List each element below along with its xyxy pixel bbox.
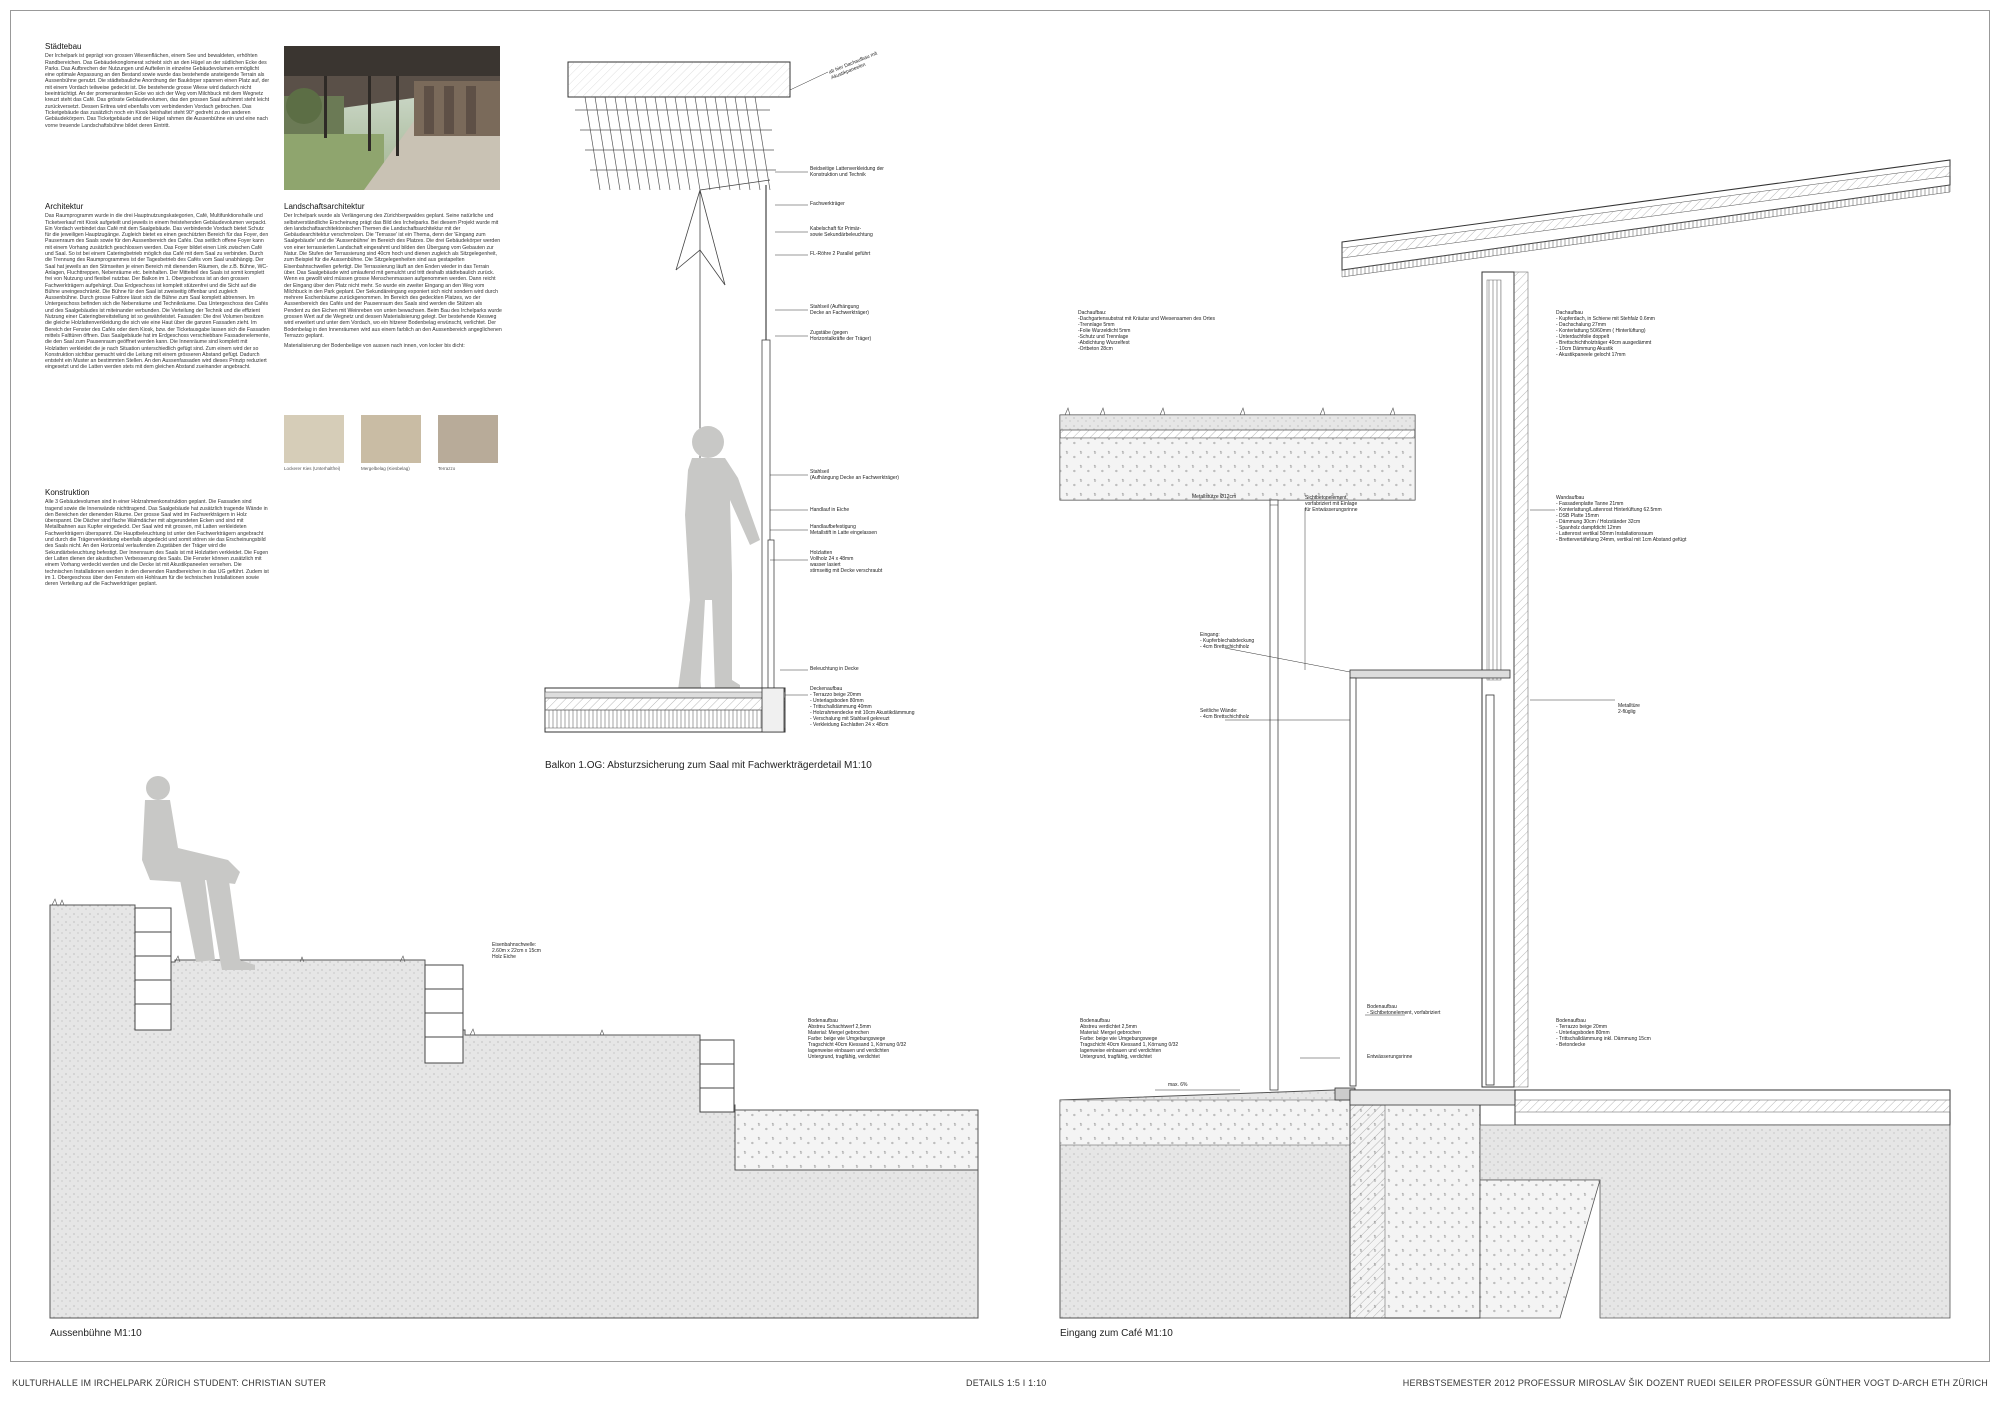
heading-landschaft: Landschaftsarchitektur	[284, 202, 365, 211]
label-bodenaufbau-innen: Bodenaufbau - Terrazzo beige 20mm - Unterlagsboden 80mm - Trittschalldämmung inkl. Dämmung 15cm - Betondecke	[1556, 1018, 1651, 1048]
standing-person-figure	[678, 426, 760, 690]
label-seitliche-waende: Seitliche Wände: - 4cm Brettschichtholz	[1200, 708, 1250, 720]
label-bodenaufbau-cafe-aussen: Bodenaufbau Abstreu verdichtet 2,5mm Material: Mergel gebrochen Farbe: beige wie Umgebungswege Tragschicht 40cm Kiessand 1, Körnung 0/32 lagenweise einbauen und verdichten Untergrund, tragfähig, verdichtet	[1080, 1018, 1179, 1060]
body-staedtebau: Der Irchelpark ist geprägt von grossen Wiesenflächen, einem See und bewaldeten, erhöhten Randbereichen. Das Gebäudekonglomerat schiebt sich an den Hügel an der südlichen Ecke des Parks. Das Aufbrechen der Nutzungen und Aufteilen in einzelne Gebäudevolumen ermöglicht eine optimale Anpassung an den Bestand sowie wurde das bestehende ansteigende Terrain als Aussenbühne genutzt. Die städtebauliche Anordnung der Baukörper spannen einen Platz auf, der mit einem Vordach teilweise gedeckt ist. Die bestehende grosse Wiese wird dadurch nicht beeinträchtigt. An der promenantesten Ecke wo sich der Weg vom Milchbuck mit dem Wegnetz kreuzt steht das Café. Das grösste Gebäudevolumen, das den grossen Saal aufnimmt steht leicht zurückversetzt. Dessen Eritrea wird ebenfalls vom verbindenden Vordach gebrochen. Das Ticketgebäude das zusätzlich noch ein Kiosk beinhaltet steht 90° gedreht zu den anderen Gebäudekörpern. Das Ticketgebäude und der Hügel rahmen die Aussenbühne ein und eine nach vorne treuende Landschaftsbühne bildet deren Eintritt.	[45, 53, 270, 129]
body-konstruktion: Alle 3 Gebäudevolumen sind in einer Holzrahmenkonstruktion geplant. Die Fassaden sind tragend sowie die Innenwände nichttragend. Das Saalgebäude hat zusätzlich tragende Wände in den Bereichen der dienenden Räume. Der grosse Saal wird im Fachwerkträgern in Holz überspannt. Die Dächer sind flache Walmdächer mit abgerundeten Ecken und sind mit Metallbahnen aus Kupfer eingedeckt. Der Saal wird mit grossen, mit Latten verkleideten Fachwerkträgern überspannt. Die Hauptbeleuchtung ist unter den Fachwerkträgern angebracht und durch die Trägerverkleidung ebenfalls abgedeckt und somit stören sie das Erscheinungsbild des Saals nicht. An den Horizontal verlaufenden Zugstäben der Träger wird die Sekundärbeleuchtung befestigt. Der Innenraum des Saals ist mit Holzlatten verkleidet. Die Fugen der Latten dienen der akustischen Verbesserung des Saals. Die Fenster können zusätzlich mit einem Vorhang verdeckt werden und die Decke ist mit Akustikpaneelen versehen. Die technischen Installationen werden in den dienenden Randbereichen in das UG geführt. Zudem ist im 1. Obergeschoss über den Fenstern ein Hohlraum für die technischen Installationen sowie deren Verteilung auf die Fachwerkträger geplant.	[45, 499, 269, 588]
label-zugstaebe: Zugstäbe (gegen Horizontalkräfte der Träger)	[810, 330, 872, 342]
footer-project: KULTURHALLE IM IRCHELPARK ZÜRICH STUDENT: CHRISTIAN SUTER	[12, 1378, 327, 1388]
label-metallstuetze: Metallstütze Ø12cm	[1192, 494, 1237, 500]
balkon-section	[545, 62, 828, 732]
label-eingang: Eingang: - Kupferblechabdeckung - 4cm Brettschichtholz	[1200, 632, 1255, 650]
label-dachaufbau-kupfer: Dachaufbau - Kupferdach, in Schiene mit Stehfalz 0.6mm - Dachschalung 27mm - Konterlattung 50/60mm ( Hinterlüftung) - Unterdachfolie doppelt - Brettschichtholzträger 40cm ausgedämmt - 10cm Dämmung Akustik - Akustikpaneele gelocht 17mm	[1556, 310, 1655, 358]
label-dachaufbau-akustik: ab hier Dachaufbau mit Akustikpaneelen	[828, 50, 879, 82]
label-fachwerktraeger: Fachwerkträger	[810, 201, 845, 207]
body-architektur: Das Raumprogramm wurde in die drei Hauptnutzungskategorien, Café, Multifunktionshalle und Ticketverkauf mit Kiosk aufgeteilt und jeweils in einem freistehenden Gebäudevolumen verpackt. Ein Vordach verbindet das Café mit dem Saalgebäude. Das verbindende Vordach bietet Schutz für die jeweiligen Hauptzugänge. Zugleich bietet es einen geschützten Bereich für das Foyer, den Pausenraum des Saals sowie für den Aussenbereich des Cafés. Das seitlich offene Foyer kann mit einem Vorhang zusätzlich geschlossen werden. Das Foyer bildet einen Link zwischen Café und Saal. So ist bei einem Cateringbetrieb möglich das Café mit dem Saal zu verbinden. Durch die Trennung des Raumprogrammes ist der Tagesbetrieb des Cafés vom Saal unabhängig. Der Saal hat jeweils an den Stirnseiten je einen Bereich mit dienenden Räumen, die z.B. Bühne, WC-Anlagen, Fluchttreppen, Nebenräume etc. beinhalten. Der Mittelteil des Saals ist somit komplett frei von Nutzung und flexibel nutzbar. Der Balkon im 1. Obergeschoss ist an den grossen Fachwerkträgern aufgehängt. Das Erdgeschoss ist komplett stützenfrei und die Sicht auf die Bühne uneingeschränkt. Die Bühne für den Saal ist zweiseitig öffenbar und zugleich Aussenbühne. Durch grosse Falttore lässt sich die Bühne zum Saal komplett abtrennen. Im Untergeschoss befinden sich die Nebenräume und Technikräume. Das Untergeschoss des Cafés und des Saalgebäudes ist miteinander verbunden. Die Verteilung der Technik und die effizient Nutzung einer Cateringbereitstellung ist so gewährleistet. Fassaden: Die drei Volumen besitzen die gleiche Holzlattenverkleidung die sich wie eine Haut über die ganzen Fassaden zieht. Im Bereich der Fenster des Cafés oder dem Kiosk, bzw. der Ticketausgabe lassen sich die Fassaden mittels Falttüren öffnen. Das Saalgebäude hat im Erdgeschoss verschiebbare Fassadenelemente, die den Saal zum Pausenraum geöffnet werden kann. Die Innenräume sind komplett mit Holzlatten verkleidet die je nach Situation unterschiedlich gefügt sind. Zum einem wird der so Konstruktion sichtbar gemacht wird die Leitung mit einem grösseren Abstand gefügt. Dadurch entsteht ein Muster an bestimmten Stellen. An den Aussenfassaden wird dieses Prinzip reduziert eingesetzt und die Latten werden stets mit dem gleichen Abstand zueinander angebracht.	[45, 213, 270, 371]
body-landschaft: Der Irchelpark wurde als Verlängerung des Zürichbergwaldes geplant. Seine natürliche und selbstverständliche Erscheinung prägt das Bild des Irchelparks. Bei diesem Projekt wurde mit den landschaftsarchitektonischen Themen die Landschaftsarchitektur mit der Gebäudearchitektur verschmolzen. Die 'Terrasse' ist ein Thema, denn der 'Eingang zum Saalgebäude' und die 'Aussenbühne' im Bereich des Platzes. Die drei Gebäudekörper werden von einer terrassierten Landschaft eingerahmt und bilden den Übergang vom Gebauten zur Natur. Die Stufen der Terrassierung sind 40cm hoch und dienen zugleich als Sitzgelegenheit, zum Beispiel für die Aussenbühne. Die Sitzgelegenheiten sind aus gestapelten Eisenbahnschwellen gefertigt. Die Terrassierung läuft an den Enden wieder in das Terrain über. Das Saalgebäude wird umlaufend mit gemulcht und tritt deshalb städtebaulich zurück. Wenn es gewollt wird müssen grosse Menschenmassen aufgenommen werden. Dann reicht der Eingang über den Platz nicht mehr. So wurde ein zweiter Eingang an den Weg vom Milchbuck in den Park geplant. Der Sekundäreingang exponiert sich nicht sondern wird durch mehrere Eschenbäume zurückgenommen. Im Bereich des gedeckten Platzes, wo der Aussenbereich des Cafés und der Pausenraum des Saals sind werden die Stützen als Pendent zu den Eichen mit Weinreben von unten bewachsen. Beim Bau des Irchelparks wurde grossen Wert auf die Wegnetz und dessen Materialisierung gelegt. Der bestehende Kiesweg wird erweitert und unter dem Vordach, wo ein hitzerer Bodenbelag erwünscht, verlichtet. Der Bodenbelag in den Innenräumen wird aus einem farblich an den Aussenbereich angeglichenen Terrazzo geplant.	[284, 213, 502, 339]
label-entwaesserungsrinne: Entwässerungsrinne	[1367, 1054, 1413, 1060]
heading-architektur: Architektur	[45, 202, 84, 211]
label-handlauf: Handlauf in Eiche	[810, 507, 850, 513]
caption-aussenbuehne: Aussenbühne M1:10	[50, 1328, 142, 1339]
material-title: Materialisierung der Bodenbeläge von aussen nach innen, von locker bis dicht:	[284, 343, 465, 350]
caption-balkon: Balkon 1.OG: Absturzsicherung zum Saal mit Fachwerkträgerdetail M1:10	[545, 760, 872, 771]
swatch-label-terrazzo: Terrazzo	[438, 466, 456, 471]
label-wandaufbau: Wandaufbau - Fassadenplatte Tanne 21mm - Konterlattung/Lattenrost Hinterlüftung 62.5mm - DSB Platte 15mm - Dämmung 30cm / Holzständer 32cm - Spanholz dampfdicht 12mm - Lattenrost vertikal 50mm Installationsraum - Brettervertäfelung 24mm, vertikal mit 1cm Abstand gefügt	[1556, 495, 1687, 543]
swatch-label-kies: Lockerer Kies (Unterhaltfrei)	[284, 466, 341, 471]
caption-eingang: Eingang zum Café M1:10	[1060, 1328, 1173, 1339]
label-dachaufbau-gruen: Dachaufbau: -Dachgartensubstrat mit Kräutar und Wiesensamen des Ortes -Trennlage 5mm -Folie Wurzeldicht 5mm -Schutz und Trennlage -Abdichtung Wurzelfest -Ortbeton 28cm	[1078, 310, 1216, 352]
label-holzlatten: Holzlatten Vollholz 24 x 48mm wasser lasiert stirnseitig mit Decke verschraubt	[810, 550, 883, 574]
footer-scale: DETAILS 1:5 I 1:10	[966, 1378, 1047, 1388]
label-stahlseil: Stahlseil (Aufhängung Decke an Fachwerkträger)	[810, 469, 899, 481]
label-sichtbetonelement: Sichtbetonelement, vorfabriziert mit Einlage für Entwässerungsrinne	[1305, 495, 1358, 513]
label-gefaelle: max. 6%	[1168, 1082, 1188, 1088]
label-handlaufbefestigung: Handlaufbefestigung Metallstift in Latte eingelassen	[810, 524, 877, 536]
label-eisenbahnschwelle: Eisenbahnschwelle: 2.60m x 22cm x 15cm Holz Eiche	[492, 942, 541, 960]
truss-lattice	[575, 97, 776, 190]
heading-konstruktion: Konstruktion	[45, 488, 90, 497]
heading-staedtebau: Städtebau	[45, 42, 82, 51]
label-bodenaufbau-aussen: Bodenaufbau Abstreu Schachtwerf 2,5mm Material: Mergel gebrochen Farbe: beige wie Umgebungswege Tragschicht 40cm Kiessand 1, Körnung 0/32 lagenweise einbauen und verdichten Untergrund, tragfähig, verdichtet	[808, 1018, 907, 1060]
eingang-leader-lines	[1155, 505, 1615, 1090]
label-deckenaufbau: Deckenaufbau - Terrazzo beige 20mm - Unterlagsboden 80mm - Trittschalldämmung 40mm - Holzrahmendecke mit 10cm Akustikdämmung - Verschalung mit Stahlseil gekreuzt - Verkleidung Eschlatten 24 x 48cm	[810, 686, 915, 728]
label-stahlseil-top: Stahlseil (Aufhängung Decke an Fachwerkträger)	[810, 304, 869, 316]
label-fl-roehre: FL-Röhre 2 Parallel geführt	[810, 251, 871, 257]
label-lattenverkleidung: Beidseitige Lattenverkleidung der Konstruktion und Technik	[810, 166, 884, 178]
label-bodenaufbau-sichtbeton: Bodenaufbau - Sichtbetonelement, vorfabriziert	[1367, 1004, 1441, 1016]
label-kabelschaft: Kabelschaft für Primär- sowie Sekundärbeleuchtung	[810, 226, 873, 238]
footer-credits: HERBSTSEMESTER 2012 PROFESSUR MIROSLAV ŠIK DOZENT RUEDI SEILER PROFESSUR GÜNTHER VOGT D-ARCH ETH ZÜRICH	[1402, 1378, 1988, 1388]
label-beleuchtung: Beleuchtung in Decke	[810, 666, 859, 672]
swatch-label-mergel: Mergelbelag (Kiesbelag)	[361, 466, 410, 471]
label-metalltuere: Metalltüre 2-flüglig	[1618, 703, 1640, 715]
